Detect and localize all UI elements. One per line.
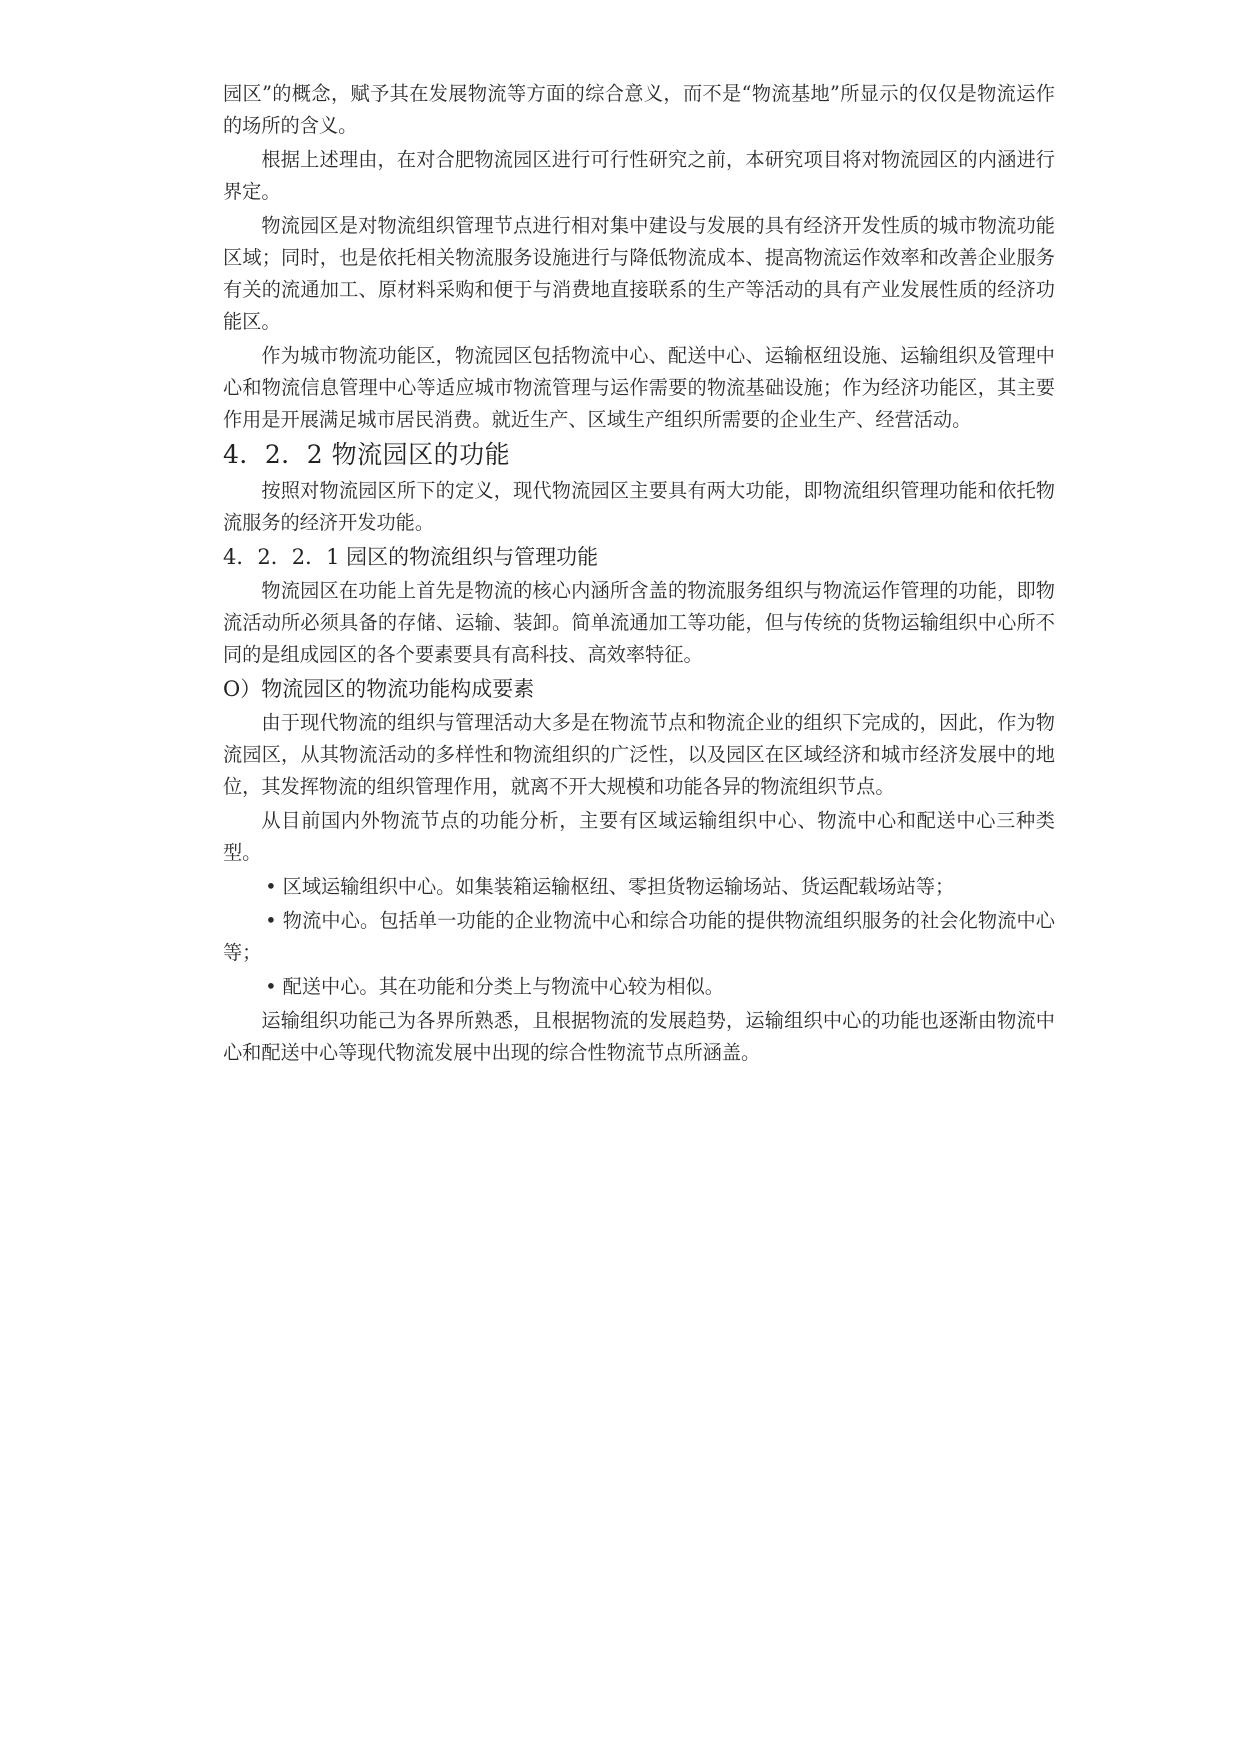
paragraph-functional-zone: 作为城市物流功能区，物流园区包括物流中心、配送中心、运输枢纽设施、运输组织及管理中心和物流信息管理中心等适应城市物流管理与运作需要的物流基础设施；作为经济功能区，其主要作用是开展满足城市居民消费。就近生产、区域生产组织所需要的企业生产、经营活动。	[223, 344, 1055, 431]
paragraph-park-definition: 物流园区是对物流组织管理节点进行相对集中建设与发展的具有经济开发性质的城市物流功能区域；同时，也是依托相关物流服务设施进行与降低物流成本、提高物流运作效率和改善企业服务有关的流通加工、原材料采购和便于与消费地直接联系的生产等活动的具有产业发展性质的经济功能区。	[223, 214, 1055, 333]
bullet-transport-center: • 区域运输组织中心。如集装箱运输枢纽、零担货物运输场站、货运配载场站等；	[265, 875, 955, 898]
paragraph-core-functions: 物流园区在功能上首先是物流的核心内涵所含盖的物流服务组织与物流运作管理的功能，即物流活动所必须具备的存储、运输、装卸。简单流通加工等功能，但与传统的货物运输组织中心所不同的是组成园区的各个要素要具有高科技、高效率特征。	[223, 579, 1055, 666]
paragraph-define-connotation: 根据上述理由，在对合肥物流园区进行可行性研究之前，本研究项目将对物流园区的内涵进行界定。	[223, 148, 1055, 203]
paragraph-organization-nodes: 由于现代物流的组织与管理活动大多是在物流节点和物流企业的组织下完成的，因此，作为物流园区，从其物流活动的多样性和物流组织的广泛性，以及园区在区域经济和城市经济发展中的地位，其发挥物流的组织管理作用，就离不开大规模和功能各异的物流组织节点。	[223, 711, 1055, 798]
paragraph-two-functions: 按照对物流园区所下的定义，现代物流园区主要具有两大功能，即物流组织管理功能和依托物流服务的经济开发功能。	[223, 479, 1055, 534]
section-heading-4-2-2-1: 4．2．2．1 园区的物流组织与管理功能	[223, 545, 599, 569]
bullet-logistics-center: • 物流中心。包括单一功能的企业物流中心和综合功能的提供物流组织服务的社会化物流中心等；	[223, 909, 1055, 964]
section-heading-4-2-2: 4．2．2 物流园区的功能	[223, 440, 511, 469]
subheading-elements: O）物流园区的物流功能构成要素	[223, 677, 535, 701]
paragraph-node-types: 从目前国内外物流节点的功能分析，主要有区域运输组织中心、物流中心和配送中心三种类型。	[223, 809, 1055, 864]
paragraph-park-concept: 园区”的概念，赋予其在发展物流等方面的综合意义，而不是“物流基地”所显示的仅仅是物流运作的场所的含义。	[223, 82, 1055, 137]
bullet-distribution-center: • 配送中心。其在功能和分类上与物流中心较为相似。	[265, 975, 724, 998]
document-page	[223, 78, 1055, 1071]
paragraph-transport-function: 运输组织功能己为各界所熟悉，且根据物流的发展趋势，运输组织中心的功能也逐渐由物流中心和配送中心等现代物流发展中出现的综合性物流节点所涵盖。	[223, 1009, 1055, 1064]
